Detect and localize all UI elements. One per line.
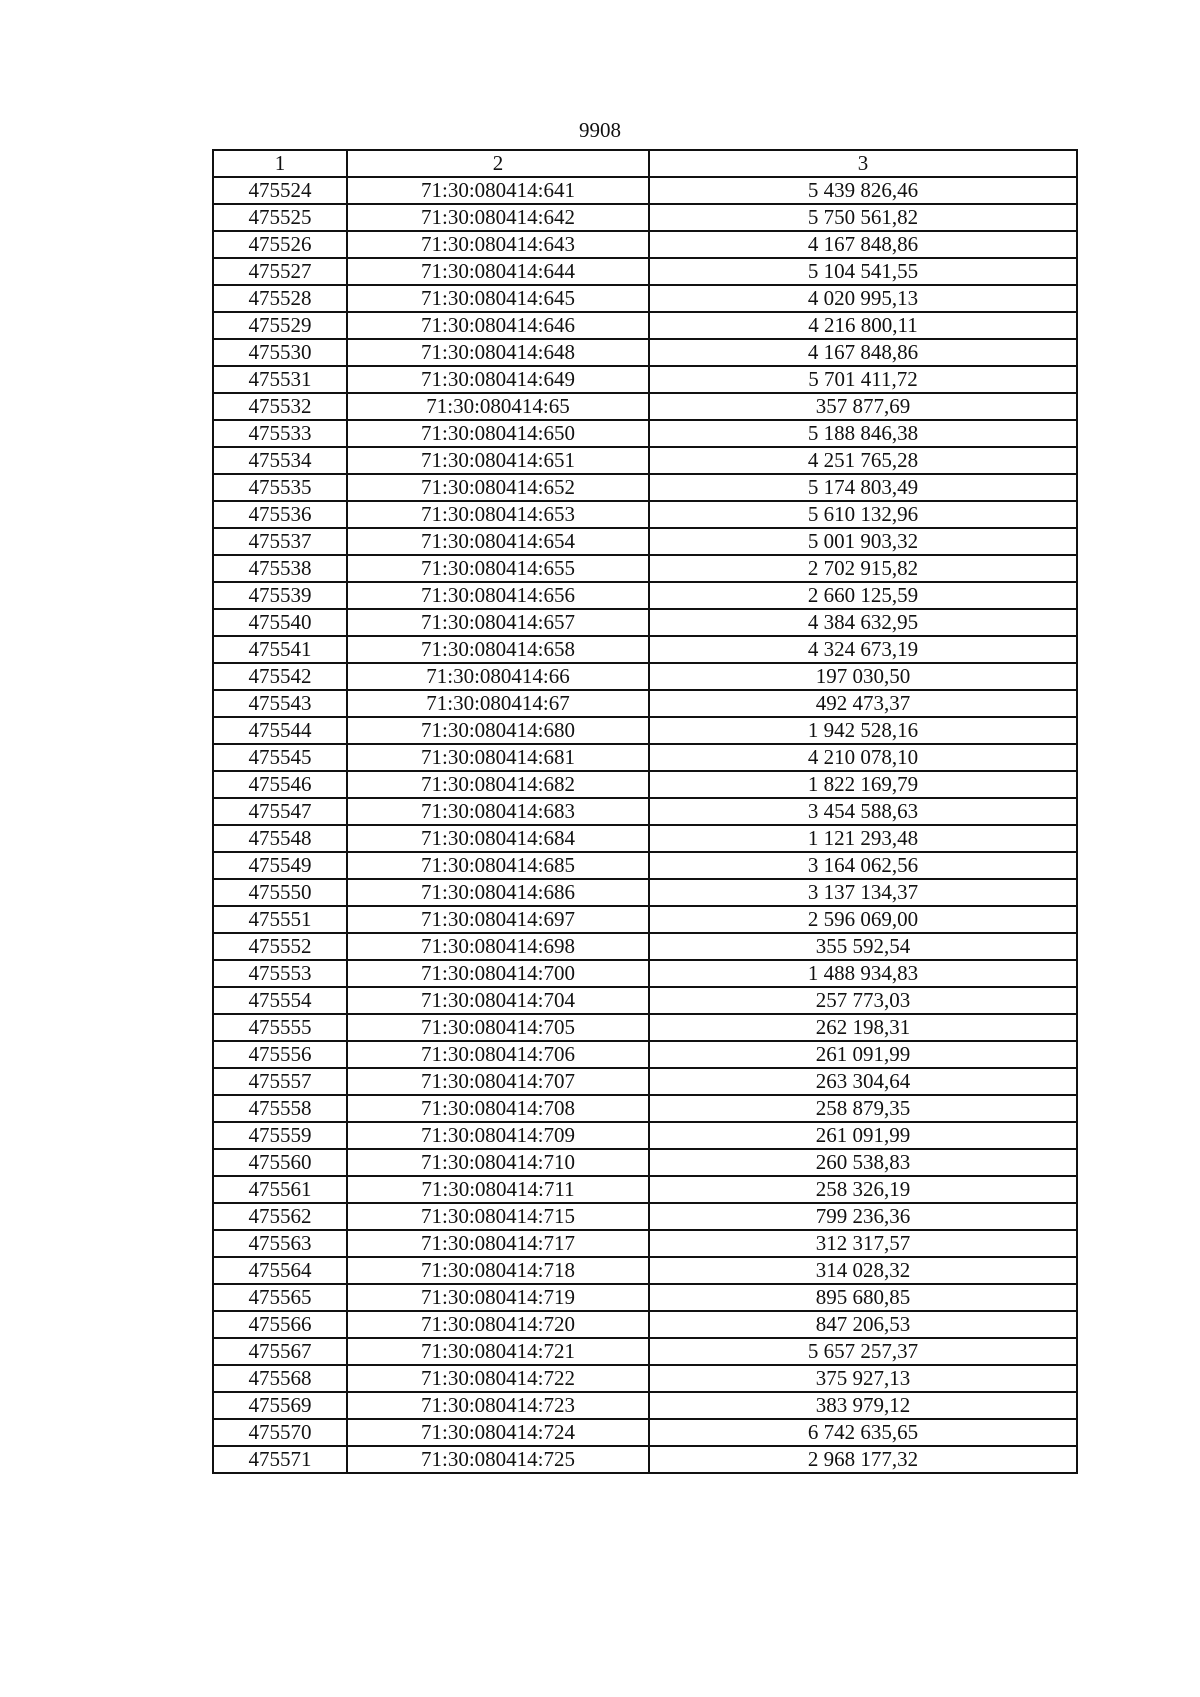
table-row — [213, 960, 1077, 987]
cadastral-number-cell: 71:30:080414:66 — [347, 663, 649, 690]
row-id-cell: 475536 — [213, 501, 347, 528]
value-cell: 5 657 257,37 — [649, 1338, 1077, 1365]
value-cell: 5 188 846,38 — [649, 420, 1077, 447]
cadastral-number-cell: 71:30:080414:721 — [347, 1338, 649, 1365]
value-cell: 375 927,13 — [649, 1365, 1077, 1392]
value-cell: 4 384 632,95 — [649, 609, 1077, 636]
row-id-cell: 475558 — [213, 1095, 347, 1122]
value-cell: 492 473,37 — [649, 690, 1077, 717]
value-cell: 799 236,36 — [649, 1203, 1077, 1230]
row-id-cell: 475535 — [213, 474, 347, 501]
value-cell: 383 979,12 — [649, 1392, 1077, 1419]
table-row — [213, 1257, 1077, 1284]
value-cell: 1 942 528,16 — [649, 717, 1077, 744]
value-cell: 2 660 125,59 — [649, 582, 1077, 609]
cadastral-number-cell: 71:30:080414:685 — [347, 852, 649, 879]
table-row — [213, 1230, 1077, 1257]
row-id-cell: 475545 — [213, 744, 347, 771]
column-header-1: 1 — [213, 150, 347, 177]
table-row — [213, 258, 1077, 285]
table-row — [213, 1176, 1077, 1203]
table-row — [213, 1203, 1077, 1230]
cadastral-number-cell: 71:30:080414:646 — [347, 312, 649, 339]
row-id-cell: 475569 — [213, 1392, 347, 1419]
table-row — [213, 1392, 1077, 1419]
row-id-cell: 475538 — [213, 555, 347, 582]
cadastral-number-cell: 71:30:080414:700 — [347, 960, 649, 987]
value-cell: 262 198,31 — [649, 1014, 1077, 1041]
table-row — [213, 1068, 1077, 1095]
row-id-cell: 475525 — [213, 204, 347, 231]
row-id-cell: 475540 — [213, 609, 347, 636]
row-id-cell: 475568 — [213, 1365, 347, 1392]
table-row — [213, 1446, 1077, 1473]
cadastral-number-cell: 71:30:080414:680 — [347, 717, 649, 744]
table-row — [213, 393, 1077, 420]
value-cell: 6 742 635,65 — [649, 1419, 1077, 1446]
value-cell: 197 030,50 — [649, 663, 1077, 690]
table-row — [213, 906, 1077, 933]
table-row — [213, 933, 1077, 960]
table-row — [213, 798, 1077, 825]
row-id-cell: 475554 — [213, 987, 347, 1014]
table-row — [213, 1095, 1077, 1122]
row-id-cell: 475531 — [213, 366, 347, 393]
cadastral-number-cell: 71:30:080414:684 — [347, 825, 649, 852]
cadastral-number-cell: 71:30:080414:707 — [347, 1068, 649, 1095]
value-cell: 5 439 826,46 — [649, 177, 1077, 204]
value-cell: 5 610 132,96 — [649, 501, 1077, 528]
row-id-cell: 475551 — [213, 906, 347, 933]
row-id-cell: 475546 — [213, 771, 347, 798]
table-row — [213, 852, 1077, 879]
value-cell: 5 104 541,55 — [649, 258, 1077, 285]
table-row — [213, 744, 1077, 771]
row-id-cell: 475541 — [213, 636, 347, 663]
cadastral-number-cell: 71:30:080414:681 — [347, 744, 649, 771]
table-row — [213, 609, 1077, 636]
table-row — [213, 1311, 1077, 1338]
row-id-cell: 475527 — [213, 258, 347, 285]
table-row — [213, 825, 1077, 852]
value-cell: 1 488 934,83 — [649, 960, 1077, 987]
value-cell: 4 167 848,86 — [649, 231, 1077, 258]
row-id-cell: 475528 — [213, 285, 347, 312]
value-cell: 4 020 995,13 — [649, 285, 1077, 312]
row-id-cell: 475544 — [213, 717, 347, 744]
table-row — [213, 582, 1077, 609]
cadastral-number-cell: 71:30:080414:718 — [347, 1257, 649, 1284]
value-cell: 847 206,53 — [649, 1311, 1077, 1338]
cadastral-number-cell: 71:30:080414:711 — [347, 1176, 649, 1203]
table-row — [213, 285, 1077, 312]
value-cell: 4 167 848,86 — [649, 339, 1077, 366]
row-id-cell: 475548 — [213, 825, 347, 852]
row-id-cell: 475564 — [213, 1257, 347, 1284]
cadastral-number-cell: 71:30:080414:682 — [347, 771, 649, 798]
cadastral-number-cell: 71:30:080414:65 — [347, 393, 649, 420]
value-cell: 2 968 177,32 — [649, 1446, 1077, 1473]
cadastral-number-cell: 71:30:080414:642 — [347, 204, 649, 231]
cadastral-number-cell: 71:30:080414:706 — [347, 1041, 649, 1068]
value-cell: 258 326,19 — [649, 1176, 1077, 1203]
cadastral-number-cell: 71:30:080414:704 — [347, 987, 649, 1014]
table-row — [213, 1338, 1077, 1365]
row-id-cell: 475567 — [213, 1338, 347, 1365]
value-cell: 2 596 069,00 — [649, 906, 1077, 933]
row-id-cell: 475553 — [213, 960, 347, 987]
row-id-cell: 475565 — [213, 1284, 347, 1311]
cadastral-number-cell: 71:30:080414:654 — [347, 528, 649, 555]
table-row — [213, 771, 1077, 798]
row-id-cell: 475549 — [213, 852, 347, 879]
cadastral-number-cell: 71:30:080414:715 — [347, 1203, 649, 1230]
cadastral-number-cell: 71:30:080414:658 — [347, 636, 649, 663]
page-number: 9908 — [579, 118, 621, 142]
table-row — [213, 717, 1077, 744]
table-row — [213, 177, 1077, 204]
value-cell: 5 750 561,82 — [649, 204, 1077, 231]
value-cell: 2 702 915,82 — [649, 555, 1077, 582]
value-cell: 4 324 673,19 — [649, 636, 1077, 663]
cadastral-number-cell: 71:30:080414:649 — [347, 366, 649, 393]
column-header-2: 2 — [347, 150, 649, 177]
cadastral-number-cell: 71:30:080414:708 — [347, 1095, 649, 1122]
row-id-cell: 475532 — [213, 393, 347, 420]
value-cell: 4 210 078,10 — [649, 744, 1077, 771]
row-id-cell: 475550 — [213, 879, 347, 906]
row-id-cell: 475533 — [213, 420, 347, 447]
cadastral-number-cell: 71:30:080414:644 — [347, 258, 649, 285]
cadastral-number-cell: 71:30:080414:653 — [347, 501, 649, 528]
value-cell: 5 174 803,49 — [649, 474, 1077, 501]
value-cell: 312 317,57 — [649, 1230, 1077, 1257]
value-cell: 895 680,85 — [649, 1284, 1077, 1311]
row-id-cell: 475529 — [213, 312, 347, 339]
row-id-cell: 475556 — [213, 1041, 347, 1068]
table-row — [213, 231, 1077, 258]
value-cell: 263 304,64 — [649, 1068, 1077, 1095]
row-id-cell: 475534 — [213, 447, 347, 474]
cadastral-number-cell: 71:30:080414:709 — [347, 1122, 649, 1149]
table-row — [213, 690, 1077, 717]
cadastral-number-cell: 71:30:080414:652 — [347, 474, 649, 501]
table-row — [213, 312, 1077, 339]
table-row — [213, 366, 1077, 393]
row-id-cell: 475524 — [213, 177, 347, 204]
row-id-cell: 475542 — [213, 663, 347, 690]
cadastral-number-cell: 71:30:080414:651 — [347, 447, 649, 474]
value-cell: 1 822 169,79 — [649, 771, 1077, 798]
cadastral-number-cell: 71:30:080414:724 — [347, 1419, 649, 1446]
row-id-cell: 475547 — [213, 798, 347, 825]
cadastral-number-cell: 71:30:080414:719 — [347, 1284, 649, 1311]
value-cell: 314 028,32 — [649, 1257, 1077, 1284]
table-row — [213, 555, 1077, 582]
row-id-cell: 475559 — [213, 1122, 347, 1149]
row-id-cell: 475562 — [213, 1203, 347, 1230]
value-cell: 3 164 062,56 — [649, 852, 1077, 879]
row-id-cell: 475539 — [213, 582, 347, 609]
value-cell: 5 701 411,72 — [649, 366, 1077, 393]
row-id-cell: 475561 — [213, 1176, 347, 1203]
value-cell: 357 877,69 — [649, 393, 1077, 420]
table-row — [213, 636, 1077, 663]
cadastral-number-cell: 71:30:080414:650 — [347, 420, 649, 447]
row-id-cell: 475560 — [213, 1149, 347, 1176]
table-row — [213, 204, 1077, 231]
row-id-cell: 475537 — [213, 528, 347, 555]
table-row — [213, 447, 1077, 474]
table-row — [213, 528, 1077, 555]
table-row — [213, 663, 1077, 690]
row-id-cell: 475557 — [213, 1068, 347, 1095]
table-row — [213, 1041, 1077, 1068]
cadastral-number-cell: 71:30:080414:648 — [347, 339, 649, 366]
row-id-cell: 475570 — [213, 1419, 347, 1446]
cadastral-number-cell: 71:30:080414:705 — [347, 1014, 649, 1041]
cadastral-number-cell: 71:30:080414:722 — [347, 1365, 649, 1392]
value-cell: 258 879,35 — [649, 1095, 1077, 1122]
cadastral-number-cell: 71:30:080414:686 — [347, 879, 649, 906]
value-cell: 3 454 588,63 — [649, 798, 1077, 825]
cadastral-number-cell: 71:30:080414:641 — [347, 177, 649, 204]
table-row — [213, 1149, 1077, 1176]
cadastral-number-cell: 71:30:080414:655 — [347, 555, 649, 582]
row-id-cell: 475563 — [213, 1230, 347, 1257]
table-row — [213, 474, 1077, 501]
data-table — [212, 149, 1078, 1474]
cadastral-number-cell: 71:30:080414:725 — [347, 1446, 649, 1473]
cadastral-number-cell: 71:30:080414:645 — [347, 285, 649, 312]
table-row — [213, 1365, 1077, 1392]
table-row — [213, 420, 1077, 447]
table-row — [213, 339, 1077, 366]
cadastral-number-cell: 71:30:080414:698 — [347, 933, 649, 960]
cadastral-number-cell: 71:30:080414:697 — [347, 906, 649, 933]
value-cell: 260 538,83 — [649, 1149, 1077, 1176]
value-cell: 355 592,54 — [649, 933, 1077, 960]
table-row — [213, 1014, 1077, 1041]
column-header-3: 3 — [649, 150, 1077, 177]
value-cell: 261 091,99 — [649, 1122, 1077, 1149]
row-id-cell: 475555 — [213, 1014, 347, 1041]
row-id-cell: 475530 — [213, 339, 347, 366]
cadastral-number-cell: 71:30:080414:717 — [347, 1230, 649, 1257]
cadastral-number-cell: 71:30:080414:723 — [347, 1392, 649, 1419]
table-row — [213, 987, 1077, 1014]
row-id-cell: 475552 — [213, 933, 347, 960]
cadastral-number-cell: 71:30:080414:720 — [347, 1311, 649, 1338]
table-row — [213, 1284, 1077, 1311]
table-row — [213, 1419, 1077, 1446]
row-id-cell: 475571 — [213, 1446, 347, 1473]
cadastral-number-cell: 71:30:080414:657 — [347, 609, 649, 636]
value-cell: 257 773,03 — [649, 987, 1077, 1014]
table-header — [213, 150, 1077, 177]
table-row — [213, 1122, 1077, 1149]
value-cell: 4 251 765,28 — [649, 447, 1077, 474]
row-id-cell: 475526 — [213, 231, 347, 258]
table-row — [213, 501, 1077, 528]
row-id-cell: 475566 — [213, 1311, 347, 1338]
value-cell: 4 216 800,11 — [649, 312, 1077, 339]
value-cell: 1 121 293,48 — [649, 825, 1077, 852]
cadastral-number-cell: 71:30:080414:67 — [347, 690, 649, 717]
table-row — [213, 879, 1077, 906]
table-body — [213, 177, 1077, 1473]
cadastral-number-cell: 71:30:080414:656 — [347, 582, 649, 609]
cadastral-number-cell: 71:30:080414:683 — [347, 798, 649, 825]
value-cell: 261 091,99 — [649, 1041, 1077, 1068]
value-cell: 5 001 903,32 — [649, 528, 1077, 555]
cadastral-number-cell: 71:30:080414:643 — [347, 231, 649, 258]
header-row — [213, 150, 1077, 177]
row-id-cell: 475543 — [213, 690, 347, 717]
cadastral-number-cell: 71:30:080414:710 — [347, 1149, 649, 1176]
value-cell: 3 137 134,37 — [649, 879, 1077, 906]
